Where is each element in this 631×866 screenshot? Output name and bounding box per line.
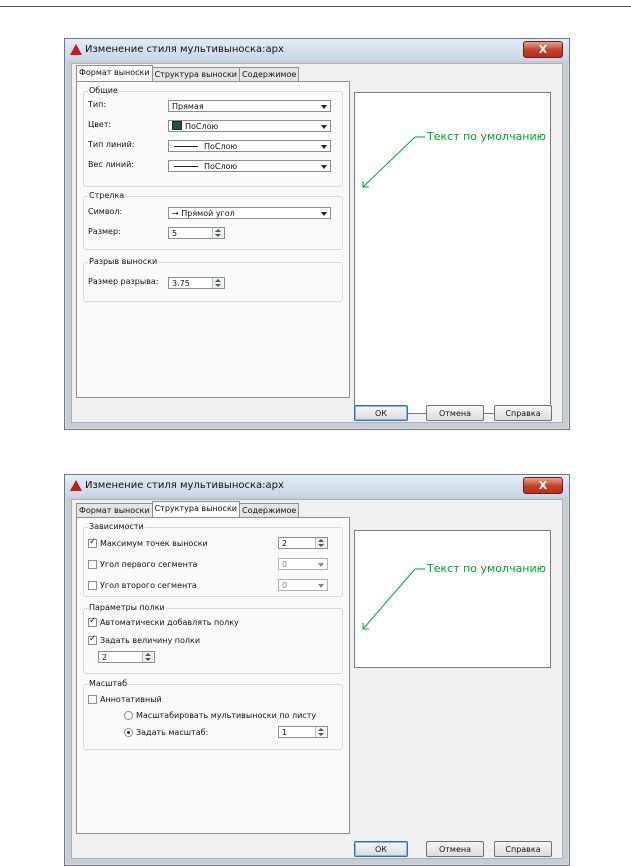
auto-landing-checkbox[interactable]	[88, 618, 97, 627]
specify-scale-label: Задать масштаб:	[136, 728, 209, 737]
max-points-label: Максимум точек выноски	[100, 539, 208, 548]
ok-button[interactable]: ОК	[354, 405, 408, 421]
arrow-size-value: 5	[172, 229, 178, 238]
preview-default-text: Текст по умолчанию	[427, 130, 546, 143]
group-title-constraints: Зависимости	[89, 522, 144, 531]
linetype-label: Тип линий:	[88, 140, 135, 149]
spin-arrows-icon[interactable]	[142, 652, 153, 662]
annotative-checkbox[interactable]	[88, 695, 97, 704]
dialog-title: Изменение стиля мультивыноска:арх	[85, 480, 284, 491]
tab-panel	[76, 517, 350, 834]
chevron-down-icon	[321, 105, 327, 109]
first-segment-label: Угол первого сегмента	[100, 560, 198, 569]
linetype-combo[interactable]	[168, 140, 331, 152]
color-label: Цвет:	[88, 120, 112, 129]
group-title-leader-break: Разрыв выноски	[89, 257, 158, 266]
max-points-checkbox[interactable]	[88, 539, 97, 548]
group-arrowhead	[83, 191, 343, 250]
scale-to-layout-label: Масштабировать мультивыноски по листу	[136, 711, 317, 720]
first-segment-combo[interactable]	[278, 558, 328, 570]
group-scale	[83, 679, 343, 750]
lineweight-value: ПоСлою	[204, 162, 238, 171]
group-title-landing: Параметры полки	[89, 603, 165, 612]
type-combo[interactable]	[168, 100, 331, 112]
group-title-general: Общие	[89, 86, 118, 95]
group-landing-settings	[83, 603, 343, 674]
spin-arrows-icon[interactable]	[315, 727, 326, 737]
ok-button[interactable]: ОК	[354, 841, 408, 857]
landing-distance-label: Задать величину полки	[100, 636, 201, 645]
first-segment-value: 0	[282, 560, 288, 569]
landing-distance-value: 2	[102, 653, 108, 662]
title-bar[interactable]	[65, 39, 569, 61]
color-combo[interactable]	[168, 120, 331, 132]
group-general	[83, 86, 343, 187]
dialog-leader-format	[64, 38, 570, 430]
specify-scale-radio[interactable]	[124, 728, 133, 737]
tab-panel	[76, 81, 350, 398]
cancel-button[interactable]: Отмена	[426, 405, 484, 421]
page-top-rule	[0, 6, 631, 7]
lineweight-label: Вес линий:	[88, 160, 134, 169]
tab-leader-structure[interactable]: Структура выноски	[152, 501, 240, 517]
linetype-value: ПоСлою	[204, 142, 238, 151]
max-points-value: 2	[282, 539, 288, 548]
line-sample-icon	[174, 146, 198, 147]
cancel-button[interactable]: Отмена	[426, 841, 484, 857]
chevron-down-icon	[318, 563, 324, 567]
spin-arrows-icon[interactable]	[212, 228, 223, 238]
tab-leader-structure[interactable]: Структура выноски	[152, 67, 240, 81]
chevron-down-icon	[321, 145, 327, 149]
preview-pane	[354, 530, 551, 668]
break-size-value: 3.75	[172, 279, 190, 288]
chevron-down-icon	[318, 584, 324, 588]
arrow-symbol-value: → Прямой угол	[172, 209, 235, 218]
tab-leader-format[interactable]: Формат выноски	[76, 503, 153, 517]
auto-landing-label: Автоматически добавлять полку	[100, 618, 239, 627]
preview-pane	[354, 92, 551, 414]
landing-distance-checkbox[interactable]	[88, 636, 97, 645]
first-segment-checkbox[interactable]	[88, 560, 97, 569]
color-value: ПоСлою	[185, 122, 219, 131]
group-constraints	[83, 522, 343, 597]
scale-to-layout-radio[interactable]	[124, 711, 133, 720]
autocad-logo-icon	[70, 480, 82, 491]
autocad-logo-icon	[70, 44, 82, 55]
close-button[interactable]: X	[523, 477, 563, 494]
type-label: Тип:	[88, 100, 107, 109]
type-value: Прямая	[172, 102, 204, 111]
second-segment-value: 0	[282, 581, 288, 590]
dialog-title: Изменение стиля мультивыноска:арх	[85, 44, 284, 55]
second-segment-label: Угол второго сегмента	[100, 581, 197, 590]
arrow-size-spinner[interactable]	[168, 227, 225, 239]
line-sample-icon	[174, 166, 198, 167]
title-bar[interactable]	[65, 475, 569, 497]
dialog-leader-structure	[64, 474, 570, 866]
annotative-label: Аннотативный	[100, 695, 162, 704]
close-button[interactable]: X	[523, 41, 563, 58]
second-segment-combo[interactable]	[278, 579, 328, 591]
chevron-down-icon	[321, 212, 327, 216]
chevron-down-icon	[321, 125, 327, 129]
dialog-client	[71, 63, 563, 423]
tab-content[interactable]: Содержимое	[239, 67, 299, 81]
arrow-symbol-combo[interactable]	[168, 207, 331, 219]
leader-preview-graphic	[355, 531, 550, 667]
group-title-scale: Масштаб	[89, 679, 128, 688]
group-leader-break	[83, 257, 343, 302]
tab-bar	[76, 67, 298, 81]
break-size-spinner[interactable]	[168, 277, 225, 289]
scale-spinner[interactable]	[278, 726, 328, 738]
help-button[interactable]: Справка	[494, 405, 552, 421]
tab-leader-format[interactable]: Формат выноски	[76, 65, 153, 81]
arrow-size-label: Размер:	[88, 227, 121, 236]
max-points-spinner[interactable]	[278, 537, 328, 549]
landing-distance-spinner[interactable]	[98, 651, 155, 663]
tab-bar	[76, 503, 298, 517]
scale-value: 1	[282, 728, 288, 737]
tab-content[interactable]: Содержимое	[239, 503, 299, 517]
spin-arrows-icon[interactable]	[212, 278, 223, 288]
second-segment-checkbox[interactable]	[88, 581, 97, 590]
spin-arrows-icon[interactable]	[315, 538, 326, 548]
help-button[interactable]: Справка	[494, 841, 552, 857]
dialog-client	[71, 499, 563, 859]
group-title-arrowhead: Стрелка	[89, 191, 125, 200]
preview-default-text: Текст по умолчанию	[427, 562, 546, 575]
arrow-symbol-label: Символ:	[88, 207, 123, 216]
lineweight-combo[interactable]	[168, 160, 331, 172]
chevron-down-icon	[321, 165, 327, 169]
color-swatch-icon	[172, 121, 182, 130]
break-size-label: Размер разрыва:	[88, 277, 159, 286]
